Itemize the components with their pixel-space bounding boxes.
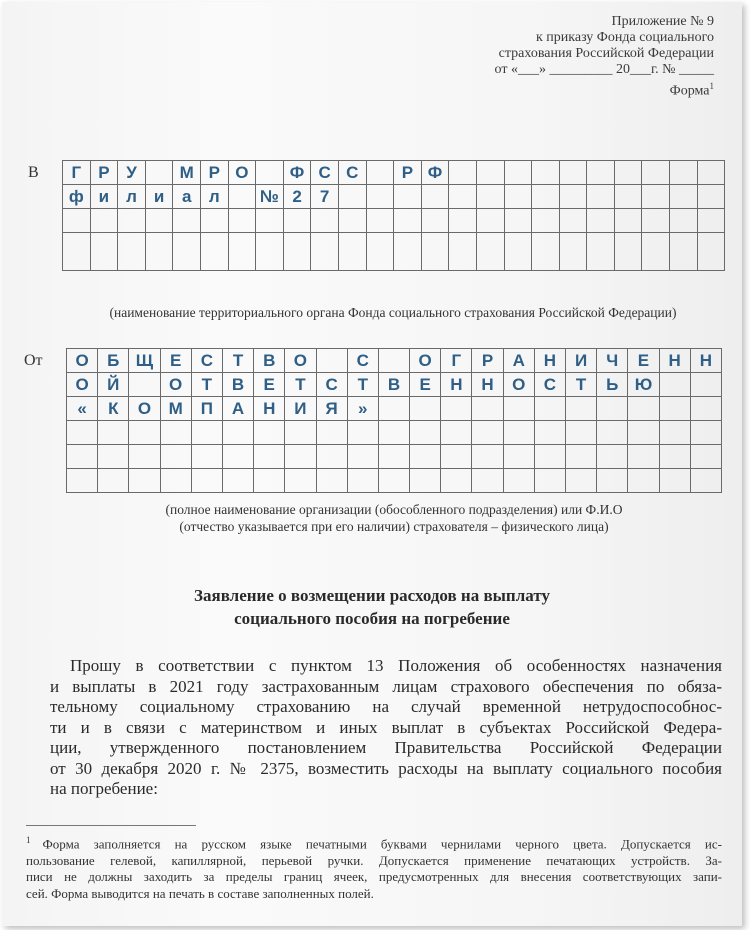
sender-cell[interactable] bbox=[192, 421, 223, 445]
sender-cell[interactable] bbox=[691, 469, 722, 493]
recipient-cell[interactable]: Г bbox=[63, 161, 91, 185]
recipient-grid bbox=[62, 160, 725, 271]
recipient-cell[interactable] bbox=[698, 185, 726, 209]
sender-cell[interactable] bbox=[472, 445, 503, 469]
sender-cell[interactable] bbox=[628, 421, 659, 445]
recipient-cell[interactable]: С bbox=[339, 161, 367, 185]
sender-cell[interactable]: Ь bbox=[597, 373, 628, 397]
recipient-cell[interactable] bbox=[615, 161, 643, 185]
sender-cell[interactable]: Т bbox=[223, 349, 254, 373]
recipient-cell[interactable] bbox=[587, 233, 615, 271]
recipient-cell[interactable] bbox=[311, 209, 339, 233]
sender-cell[interactable]: О bbox=[67, 349, 98, 373]
sender-cell[interactable]: Р bbox=[472, 349, 503, 373]
title-line-2: социального пособия на погребение bbox=[234, 609, 510, 628]
sender-cell[interactable]: « bbox=[67, 397, 98, 421]
sender-grid bbox=[66, 348, 722, 493]
recipient-cell[interactable] bbox=[367, 161, 395, 185]
recipient-cell[interactable] bbox=[587, 185, 615, 209]
sender-cell[interactable]: Н bbox=[441, 373, 472, 397]
recipient-cell[interactable]: С bbox=[311, 161, 339, 185]
recipient-cell[interactable] bbox=[449, 209, 477, 233]
recipient-cell[interactable]: Ф bbox=[422, 161, 450, 185]
recipient-cell[interactable] bbox=[146, 209, 174, 233]
sender-cell[interactable] bbox=[410, 397, 441, 421]
sender-cell[interactable] bbox=[192, 445, 223, 469]
recipient-cell[interactable] bbox=[477, 185, 505, 209]
sender-cell[interactable] bbox=[129, 421, 160, 445]
sender-cell[interactable]: И bbox=[285, 397, 316, 421]
appendix-number: Приложение № 9 bbox=[611, 14, 714, 29]
footnote-line: сей. Форма выводится на печать в составе заполненных полей. bbox=[26, 885, 374, 901]
sender-cell[interactable] bbox=[566, 397, 597, 421]
recipient-cell[interactable]: 2 bbox=[284, 185, 312, 209]
sender-cell[interactable] bbox=[317, 445, 348, 469]
recipient-cell[interactable] bbox=[477, 161, 505, 185]
recipient-cell[interactable] bbox=[698, 233, 726, 271]
footnote-line: Форма заполняется на русском языке печатными буквами чернилами черного цвета. Допускается ис- bbox=[42, 836, 722, 852]
recipient-cell[interactable] bbox=[670, 185, 698, 209]
recipient-cell[interactable] bbox=[311, 233, 339, 271]
sender-cell[interactable]: Щ bbox=[129, 349, 160, 373]
recipient-cell[interactable] bbox=[229, 233, 257, 271]
sender-cell[interactable] bbox=[254, 469, 285, 493]
recipient-cell[interactable]: и bbox=[146, 185, 174, 209]
sender-cell[interactable]: Н bbox=[660, 349, 691, 373]
sender-cell[interactable] bbox=[379, 469, 410, 493]
sender-cell[interactable] bbox=[441, 421, 472, 445]
recipient-cell[interactable] bbox=[587, 161, 615, 185]
sender-cell[interactable] bbox=[472, 469, 503, 493]
recipient-cell[interactable] bbox=[229, 185, 257, 209]
sender-cell[interactable]: А bbox=[504, 349, 535, 373]
sender-cell[interactable] bbox=[379, 349, 410, 373]
sender-cell[interactable] bbox=[410, 469, 441, 493]
sender-cell[interactable] bbox=[660, 373, 691, 397]
recipient-cell[interactable] bbox=[532, 233, 560, 271]
order-date-number: от «___» _________ 20___г. № _____ bbox=[494, 62, 714, 77]
sender-cell[interactable] bbox=[691, 421, 722, 445]
recipient-cell[interactable] bbox=[256, 161, 284, 185]
recipient-cell[interactable] bbox=[615, 185, 643, 209]
sender-cell[interactable]: В bbox=[379, 373, 410, 397]
sender-cell[interactable] bbox=[504, 397, 535, 421]
recipient-cell[interactable]: Ф bbox=[284, 161, 312, 185]
sender-caption-line-2: (отчество указывается при его наличии) страхователя – физического лица) bbox=[179, 519, 609, 534]
recipient-cell[interactable] bbox=[394, 209, 422, 233]
recipient-cell[interactable] bbox=[422, 233, 450, 271]
sender-cell[interactable] bbox=[192, 469, 223, 493]
sender-cell[interactable] bbox=[691, 445, 722, 469]
recipient-cell[interactable] bbox=[284, 233, 312, 271]
form-header bbox=[495, 14, 714, 100]
recipient-cell[interactable] bbox=[91, 209, 119, 233]
sender-cell[interactable] bbox=[691, 397, 722, 421]
sender-cell[interactable] bbox=[535, 445, 566, 469]
sender-cell[interactable]: Т bbox=[348, 373, 379, 397]
sender-cell[interactable] bbox=[98, 469, 129, 493]
recipient-cell[interactable] bbox=[670, 233, 698, 271]
recipient-cell[interactable] bbox=[201, 233, 229, 271]
sender-cell[interactable]: Ю bbox=[628, 373, 659, 397]
recipient-cell[interactable] bbox=[449, 233, 477, 271]
recipient-cell[interactable] bbox=[339, 233, 367, 271]
recipient-cell[interactable] bbox=[642, 161, 670, 185]
form-label: Форма$^1$ bbox=[669, 81, 714, 99]
recipient-cell[interactable] bbox=[367, 185, 395, 209]
sender-cell[interactable] bbox=[129, 445, 160, 469]
title-line-1: Заявление о возмещении расходов на выплату bbox=[194, 586, 550, 605]
sender-cell[interactable] bbox=[379, 445, 410, 469]
sender-label: От bbox=[24, 352, 43, 369]
recipient-cell[interactable] bbox=[587, 209, 615, 233]
recipient-cell[interactable]: № bbox=[256, 185, 284, 209]
sender-cell[interactable]: Н bbox=[254, 397, 285, 421]
sender-cell[interactable] bbox=[441, 445, 472, 469]
recipient-cell[interactable]: ф bbox=[63, 185, 91, 209]
sender-cell[interactable] bbox=[691, 373, 722, 397]
order-organization: страхования Российской Федерации bbox=[498, 46, 714, 61]
sender-cell[interactable] bbox=[317, 421, 348, 445]
sender-cell[interactable] bbox=[628, 445, 659, 469]
recipient-cell[interactable] bbox=[367, 209, 395, 233]
sender-cell[interactable]: » bbox=[348, 397, 379, 421]
body-line: Прошу в соответствии с пунктом 13 Положения об особенностях назначения bbox=[70, 656, 722, 675]
body-line: и выплаты в 2021 году застрахованным лицам страхового обеспечения по обяза- bbox=[50, 676, 722, 696]
recipient-cell[interactable] bbox=[505, 209, 533, 233]
sender-cell[interactable] bbox=[223, 469, 254, 493]
sender-cell[interactable]: И bbox=[566, 349, 597, 373]
body-line: тельному социальному страхованию на случай временной нетрудоспособнос- bbox=[50, 697, 722, 716]
sender-cell[interactable] bbox=[535, 421, 566, 445]
sender-cell[interactable]: В bbox=[223, 373, 254, 397]
sender-cell[interactable] bbox=[379, 397, 410, 421]
sender-cell[interactable]: О bbox=[504, 373, 535, 397]
sender-cell[interactable] bbox=[597, 445, 628, 469]
sender-cell[interactable] bbox=[597, 469, 628, 493]
recipient-cell[interactable] bbox=[642, 209, 670, 233]
recipient-cell[interactable] bbox=[229, 209, 257, 233]
sender-cell[interactable] bbox=[628, 469, 659, 493]
sender-cell[interactable] bbox=[660, 469, 691, 493]
sender-cell[interactable]: Г bbox=[441, 349, 472, 373]
sender-cell[interactable]: Е bbox=[161, 349, 192, 373]
sender-cell[interactable]: С bbox=[535, 373, 566, 397]
footnote bbox=[26, 832, 722, 902]
recipient-cell[interactable]: л bbox=[201, 185, 229, 209]
recipient-cell[interactable] bbox=[173, 209, 201, 233]
recipient-cell[interactable] bbox=[698, 209, 726, 233]
sender-cell[interactable] bbox=[441, 469, 472, 493]
sender-cell[interactable] bbox=[285, 421, 316, 445]
recipient-cell[interactable] bbox=[698, 161, 726, 185]
recipient-cell[interactable] bbox=[615, 233, 643, 271]
recipient-cell[interactable] bbox=[118, 209, 146, 233]
sender-cell[interactable]: Н bbox=[535, 349, 566, 373]
sender-cell[interactable] bbox=[161, 445, 192, 469]
footnote-line: писи не должны заходить за пределы границ ячеек, предусмотренных для внесения соответствующих запи- bbox=[26, 869, 722, 885]
sender-cell[interactable]: А bbox=[223, 397, 254, 421]
recipient-cell[interactable]: О bbox=[229, 161, 257, 185]
recipient-cell[interactable] bbox=[284, 209, 312, 233]
sender-cell[interactable]: О bbox=[161, 373, 192, 397]
recipient-cell[interactable] bbox=[339, 209, 367, 233]
body-line: от 30 декабря 2020 г. № 2375, возместить расходы на выплату социального пособия bbox=[50, 758, 722, 778]
sender-cell[interactable] bbox=[98, 445, 129, 469]
recipient-cell[interactable]: а bbox=[173, 185, 201, 209]
recipient-cell[interactable] bbox=[91, 233, 119, 271]
recipient-cell[interactable]: и bbox=[91, 185, 119, 209]
sender-cell[interactable] bbox=[472, 397, 503, 421]
recipient-cell[interactable] bbox=[560, 185, 588, 209]
sender-cell[interactable]: Ч bbox=[597, 349, 628, 373]
sender-caption bbox=[66, 501, 722, 535]
recipient-cell[interactable] bbox=[201, 209, 229, 233]
recipient-cell[interactable]: У bbox=[118, 161, 146, 185]
sender-cell[interactable]: С bbox=[317, 373, 348, 397]
recipient-cell[interactable] bbox=[532, 161, 560, 185]
body-line: на погребение: bbox=[50, 779, 158, 798]
body-line: ти и в связи с материнством и иных выплат в субъектах Российской Федера- bbox=[50, 717, 722, 737]
sender-cell[interactable]: Н bbox=[691, 349, 722, 373]
recipient-cell[interactable] bbox=[477, 209, 505, 233]
recipient-cell[interactable]: Р bbox=[394, 161, 422, 185]
sender-cell[interactable]: О bbox=[129, 397, 160, 421]
recipient-cell[interactable] bbox=[63, 209, 91, 233]
recipient-cell[interactable] bbox=[477, 233, 505, 271]
sender-cell[interactable] bbox=[504, 421, 535, 445]
sender-cell[interactable] bbox=[660, 421, 691, 445]
recipient-cell[interactable] bbox=[505, 233, 533, 271]
recipient-cell[interactable] bbox=[560, 209, 588, 233]
sender-cell[interactable] bbox=[254, 421, 285, 445]
sender-cell[interactable] bbox=[628, 397, 659, 421]
sender-cell[interactable]: К bbox=[98, 397, 129, 421]
sender-cell[interactable]: Е bbox=[628, 349, 659, 373]
recipient-cell[interactable] bbox=[670, 209, 698, 233]
sender-cell[interactable] bbox=[67, 445, 98, 469]
form-sheet bbox=[2, 2, 742, 926]
sender-cell[interactable] bbox=[285, 469, 316, 493]
sender-cell[interactable]: Н bbox=[472, 373, 503, 397]
sender-cell[interactable] bbox=[67, 469, 98, 493]
sender-cell[interactable] bbox=[660, 445, 691, 469]
recipient-cell[interactable] bbox=[422, 185, 450, 209]
sender-cell[interactable] bbox=[223, 445, 254, 469]
sender-caption-line-1: (полное наименование организации (обособленного подразделения) или Ф.И.О bbox=[165, 502, 623, 517]
sender-cell[interactable] bbox=[660, 397, 691, 421]
sender-cell[interactable] bbox=[410, 445, 441, 469]
recipient-cell[interactable] bbox=[256, 209, 284, 233]
sender-cell[interactable]: О bbox=[410, 349, 441, 373]
sender-cell[interactable] bbox=[566, 469, 597, 493]
sender-cell[interactable]: О bbox=[67, 373, 98, 397]
recipient-label: В bbox=[28, 164, 39, 181]
sender-cell[interactable] bbox=[472, 421, 503, 445]
recipient-cell[interactable] bbox=[394, 185, 422, 209]
recipient-cell[interactable] bbox=[422, 209, 450, 233]
recipient-cell[interactable]: 7 bbox=[311, 185, 339, 209]
recipient-cell[interactable]: л bbox=[118, 185, 146, 209]
recipient-cell[interactable] bbox=[256, 233, 284, 271]
sender-cell[interactable] bbox=[285, 445, 316, 469]
recipient-cell[interactable] bbox=[642, 185, 670, 209]
sender-cell[interactable] bbox=[566, 445, 597, 469]
sender-cell[interactable]: Т bbox=[285, 373, 316, 397]
recipient-cell[interactable] bbox=[118, 233, 146, 271]
sender-cell[interactable] bbox=[67, 421, 98, 445]
sender-cell[interactable]: С bbox=[348, 349, 379, 373]
sender-cell[interactable]: П bbox=[192, 397, 223, 421]
sender-cell[interactable] bbox=[535, 469, 566, 493]
sender-cell[interactable] bbox=[566, 421, 597, 445]
recipient-cell[interactable] bbox=[367, 233, 395, 271]
sender-cell[interactable]: Т bbox=[192, 373, 223, 397]
sender-cell[interactable] bbox=[348, 469, 379, 493]
recipient-cell[interactable]: Р bbox=[91, 161, 119, 185]
recipient-cell[interactable] bbox=[146, 161, 174, 185]
sender-cell[interactable] bbox=[254, 445, 285, 469]
recipient-cell[interactable] bbox=[532, 185, 560, 209]
recipient-cell[interactable] bbox=[449, 185, 477, 209]
sender-cell[interactable] bbox=[504, 469, 535, 493]
recipient-cell[interactable] bbox=[394, 233, 422, 271]
sender-cell[interactable] bbox=[129, 373, 160, 397]
sender-cell[interactable] bbox=[98, 421, 129, 445]
recipient-cell[interactable] bbox=[339, 185, 367, 209]
recipient-cell[interactable]: М bbox=[173, 161, 201, 185]
recipient-cell[interactable] bbox=[642, 233, 670, 271]
sender-cell[interactable] bbox=[317, 349, 348, 373]
sender-cell[interactable] bbox=[597, 397, 628, 421]
sender-cell[interactable] bbox=[597, 421, 628, 445]
sender-cell[interactable]: С bbox=[192, 349, 223, 373]
recipient-cell[interactable] bbox=[449, 161, 477, 185]
recipient-cell[interactable] bbox=[63, 233, 91, 271]
sender-cell[interactable] bbox=[410, 421, 441, 445]
recipient-cell[interactable] bbox=[670, 161, 698, 185]
sender-cell[interactable]: Т bbox=[566, 373, 597, 397]
sender-cell[interactable]: М bbox=[161, 397, 192, 421]
sender-cell[interactable] bbox=[441, 397, 472, 421]
sender-cell[interactable]: Б bbox=[98, 349, 129, 373]
recipient-cell[interactable] bbox=[615, 209, 643, 233]
recipient-caption: (наименование территориального органа Фонда социального страхования Российской Федерации) bbox=[109, 305, 677, 320]
recipient-cell[interactable] bbox=[560, 161, 588, 185]
recipient-cell[interactable] bbox=[173, 233, 201, 271]
sender-cell[interactable]: Й bbox=[98, 373, 129, 397]
sender-cell[interactable]: Я bbox=[317, 397, 348, 421]
footnote-mark: 1 bbox=[26, 835, 31, 845]
sender-cell[interactable] bbox=[504, 445, 535, 469]
sender-cell[interactable] bbox=[129, 469, 160, 493]
recipient-cell[interactable] bbox=[505, 185, 533, 209]
recipient-cell[interactable] bbox=[532, 209, 560, 233]
sender-cell[interactable]: Е bbox=[410, 373, 441, 397]
sender-cell[interactable] bbox=[348, 445, 379, 469]
order-reference: к приказу Фонда социального bbox=[535, 30, 714, 45]
footnote-line: пользование гелевой, капиллярной, перьевой ручки. Допускается применение печатающих устройств. За- bbox=[26, 852, 722, 868]
footnote-divider bbox=[26, 825, 196, 826]
recipient-cell[interactable] bbox=[505, 161, 533, 185]
sender-cell[interactable] bbox=[161, 469, 192, 493]
recipient-cell[interactable]: Р bbox=[201, 161, 229, 185]
application-text bbox=[50, 656, 722, 800]
sender-cell[interactable]: В bbox=[254, 349, 285, 373]
sender-cell[interactable] bbox=[223, 421, 254, 445]
sender-cell[interactable]: О bbox=[285, 349, 316, 373]
body-line: ции, утвержденного постановлением Правительства Российской Федерации bbox=[50, 738, 722, 757]
recipient-cell[interactable] bbox=[146, 233, 174, 271]
document-title bbox=[2, 584, 742, 630]
sender-cell[interactable] bbox=[535, 397, 566, 421]
sender-cell[interactable] bbox=[379, 421, 410, 445]
sender-cell[interactable] bbox=[161, 421, 192, 445]
sender-cell[interactable] bbox=[317, 469, 348, 493]
recipient-cell[interactable] bbox=[560, 233, 588, 271]
sender-cell[interactable]: Е bbox=[254, 373, 285, 397]
sender-cell[interactable] bbox=[348, 421, 379, 445]
